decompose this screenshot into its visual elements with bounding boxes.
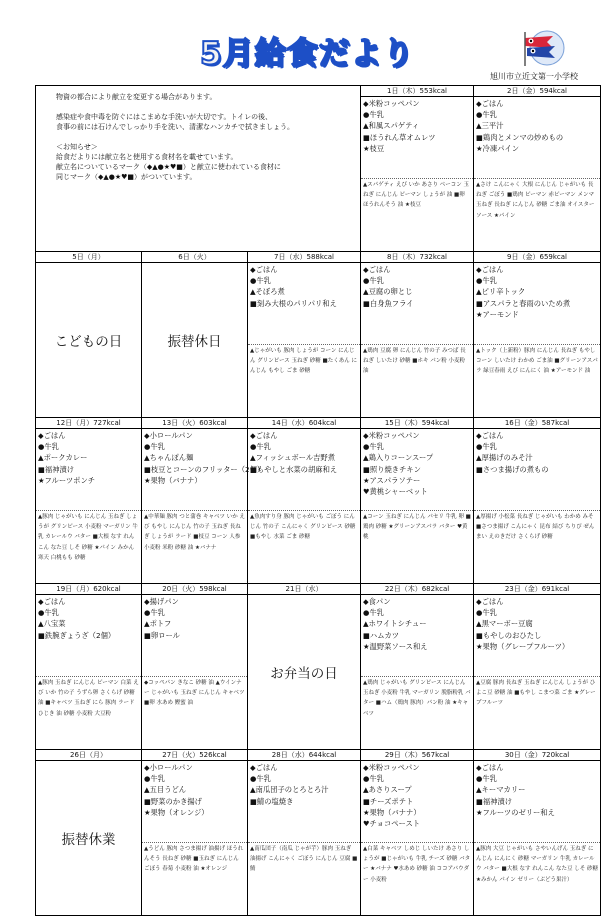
menu-item: ▲鶏入りコーンスープ <box>363 453 434 463</box>
menu-item: ◆ごはん <box>250 431 278 440</box>
menu-item: ●牛乳 <box>476 276 497 286</box>
menu-item: ♥チョコペースト <box>363 819 421 829</box>
menu-item: ★果物（バナナ） <box>144 475 202 485</box>
menu-item: ◆ごはん <box>476 763 504 772</box>
menu-item: ●牛乳 <box>144 442 165 452</box>
menu-item: ♥黄桃シャーベット <box>363 487 428 497</box>
ingredient-list: ▲魚肉すり身 豚肉 じゃがいも ごぼう にんじん 竹の子 こんにゃく グリンピース 砂糖 ■もやし 水菜 ごま 砂糖 <box>250 514 356 541</box>
holiday-label: こどもの日 <box>54 334 123 350</box>
menu-item: ◆ごはん <box>476 265 504 274</box>
day-cell <box>474 418 601 584</box>
day-header: 9日（金）659kcal <box>474 252 600 263</box>
day-cell <box>474 750 601 916</box>
ingredient-list: ▲じゃがいも 豚肉 しょうが コーン にんじん グリンピース 玉ねぎ 砂糖 ■たくあん にんじん もやし ごま 砂糖 <box>250 348 357 375</box>
menu-list <box>361 97 473 179</box>
menu-list <box>142 595 247 677</box>
day-header: 28日（水）644kcal <box>248 750 360 761</box>
holiday-label: お弁当の日 <box>270 666 338 682</box>
menu-item: ◆米粉コッペパン <box>363 99 420 108</box>
ingredient-list: ▲豚肉 大豆 じゃがいも さやいんげん 玉ねぎ にんじん にんにく 砂糖 マーガリン 牛乳 カレールウ バター ■大根 なす れんこん なた豆 しそ 砂糖 ★みかん パイン ゼリー（ぶどう果汁） <box>476 846 598 883</box>
day-header: 29日（木）567kcal <box>361 750 473 761</box>
notice-line <box>56 102 354 112</box>
menu-item: ◆ごはん <box>476 431 504 440</box>
day-cell <box>474 584 601 750</box>
menu-item: ▲八宝菜 <box>38 619 66 629</box>
menu-item: ▲ポトフ <box>144 619 172 629</box>
day-header: 14日（水）604kcal <box>248 418 360 429</box>
menu-item: ●牛乳 <box>38 608 59 618</box>
menu-item: ▲三平汁 <box>476 121 504 131</box>
notice-line: 物資の都合により献立を変更する場合があります。 <box>56 93 217 101</box>
menu-item: ■さつま揚げの煮もの <box>476 464 549 474</box>
menu-item: ◆ごはん <box>250 763 278 772</box>
menu-item: ◆ごはん <box>38 597 66 606</box>
ingredient-list: ▲コーン 玉ねぎ にんじん パセリ 牛乳 卵 ■鶏肉 砂糖 ★グリーンアスパラ バター ♥黄桃 <box>363 514 471 541</box>
ingredient-list: ▲さけ こんにゃく 大根 にんじん じゃがいも 長ねぎ ごぼう ■鶏肉 ピーマン 赤ピーマン メンマ 玉ねぎ 長ねぎ にんじん 砂糖 ごま油 オイスターソース ★パイン <box>476 182 595 219</box>
menu-item: ◆ごはん <box>38 431 66 440</box>
menu-list <box>36 429 141 511</box>
ingredient-list: ▲豚肉 玉ねぎ にんじん ピーマン 白菜 えび いか 竹の子 うずら卵 さくらげ 砂糖 油 ■キャベツ 玉ねぎ にら 豚肉 ラード ひじき 油 砂糖 小麦粉 大豆粉 <box>38 680 139 717</box>
notice-line: 献立名についているマーク（◆▲●★♥■）と献立に使われている食材に <box>56 163 281 171</box>
menu-item: ●牛乳 <box>476 608 497 618</box>
menu-item: ●牛乳 <box>363 608 384 618</box>
notice-line: 食事の前には石けんでしっかり手を洗い、清潔なハンカチで拭きましょう。 <box>56 123 294 131</box>
day-header: 2日（金）594kcal <box>474 86 600 97</box>
menu-item: ■鉄腕ぎょうざ（2個） <box>38 630 116 640</box>
day-cell <box>36 252 142 418</box>
menu-list <box>248 429 360 511</box>
menu-item: ▲キーマカリー <box>476 785 526 795</box>
ingredient-list: ▲鶏肉 じゃがいも グリンピース にんじん 玉ねぎ 小麦粉 牛乳 マーガリン 脱脂粉乳 バター ■ハム（鶏肉 豚肉）パン粉 油 ★キャベツ <box>363 680 471 717</box>
menu-item: ◆食パン <box>363 597 391 606</box>
menu-list <box>361 429 473 511</box>
day-cell <box>142 252 248 418</box>
menu-list <box>474 263 600 345</box>
menu-item: ■白身魚フライ <box>363 298 414 308</box>
day-header: 13日（火）603kcal <box>142 418 247 429</box>
menu-item: ★果物（グレープフルーツ） <box>476 641 570 651</box>
menu-item: ■福神漬け <box>38 464 75 474</box>
menu-item: ◆小ロールパン <box>144 431 193 440</box>
menu-item: ★冷凍パイン <box>476 143 520 153</box>
menu-item: ★枝豆 <box>363 143 385 153</box>
menu-item: ■照り焼きチキン <box>363 464 421 474</box>
day-cell <box>361 252 474 418</box>
menu-list <box>36 595 141 677</box>
menu-item: ▲黒マーボー豆腐 <box>476 619 533 629</box>
menu-item: ▲五目うどん <box>144 785 187 795</box>
menu-list <box>474 761 600 843</box>
menu-list <box>248 263 360 345</box>
notice-line: ＜お知らせ＞ <box>56 143 98 151</box>
day-header: 12日（月）727kcal <box>36 418 141 429</box>
notice-line <box>56 132 354 142</box>
menu-item: ▲そぼろ煮 <box>250 287 285 297</box>
menu-item: ◆ごはん <box>476 99 504 108</box>
menu-item: ■チーズポテト <box>363 796 414 806</box>
menu-item: ■ハムカツ <box>363 630 400 640</box>
menu-item: ●牛乳 <box>144 774 165 784</box>
menu-item: ★果物（バナナ） <box>363 807 421 817</box>
menu-item: ●牛乳 <box>250 774 271 784</box>
menu-item: ■野菜のかき揚げ <box>144 796 202 806</box>
ingredient-list: ▲スパゲティ えび いか あさり ベーコン 玉ねぎ にんじん ピーマン しょうが 油 ■卵 ほうれんそう 油 ★枝豆 <box>363 182 470 209</box>
school-name: 旭川市立近文第一小学校 <box>490 72 578 81</box>
holiday-label: 振替休日 <box>167 334 222 350</box>
day-cell <box>248 750 361 916</box>
menu-item: ★アーモンド <box>476 309 519 319</box>
menu-item: ★果物（オレンジ） <box>144 807 209 817</box>
day-cell <box>36 418 142 584</box>
day-header: 23日（金）691kcal <box>474 584 600 595</box>
holiday-label: 振替休業 <box>61 832 116 848</box>
menu-item: ▲ホワイトシチュー <box>363 619 427 629</box>
menu-item: ■もやしと水菜の胡麻和え <box>250 464 338 474</box>
ingredient-list: ▲厚揚げ 小松菜 長ねぎ じゃがいも わかめ みそ ■さつま揚げ こんにゃく 昆布 結び ちりぴ ぜんまい えのきだけ さくらげ 砂糖 <box>476 514 595 541</box>
menu-item: ■アスパラと春雨のいため煮 <box>476 298 571 308</box>
menu-item: ●牛乳 <box>476 110 497 120</box>
day-header: 1日（木）553kcal <box>361 86 473 97</box>
menu-item: ◆米粉コッペパン <box>363 431 420 440</box>
menu-item: ●牛乳 <box>250 442 271 452</box>
menu-item: ■卵ロール <box>144 630 180 640</box>
menu-item: ★フルーツポンチ <box>38 475 96 485</box>
menu-item: ●牛乳 <box>363 110 384 120</box>
menu-item: ●牛乳 <box>363 442 384 452</box>
menu-item: ▲フィッシュボール吉野煮 <box>250 453 336 463</box>
day-cell <box>361 750 474 916</box>
notice-line: 同じマーク（◆▲●★♥■）がついています。 <box>56 173 197 181</box>
ingredient-list: ▲豚肉 じゃがいも にんじん 玉ねぎ しょうが グリンピース 小麦粉 マーガリン 牛乳 カレールウ バター ■大根 なす れんこん なた豆 しそ 砂糖 ★パイン みかん 寒天 白桃もも 砂糖 <box>38 514 138 561</box>
day-header: 8日（木）732kcal <box>361 252 473 263</box>
day-header: 20日（火）598kcal <box>142 584 247 595</box>
ingredient-list: ◆コッペパン きなこ 砂糖 油 ▲ウインナー じゃがいも 玉ねぎ にんじん キャベツ ■卵 水あめ 鰹蜜 油 <box>144 680 245 707</box>
menu-list <box>361 761 473 843</box>
menu-item: ■枝豆とコーンのフリッター（2個） <box>144 464 265 474</box>
menu-item: ▲あさりスープ <box>363 785 412 795</box>
day-header: 27日（火）526kcal <box>142 750 247 761</box>
notice-line: 給食だよりには献立名と使用する食材名を載せています。 <box>56 153 238 161</box>
menu-item: ◆ごはん <box>363 265 391 274</box>
page-title: 5月給食だより <box>200 36 415 72</box>
menu-item: ▲豆腐の卵とじ <box>363 287 413 297</box>
day-header: 15日（木）594kcal <box>361 418 473 429</box>
menu-item: ▲ポークカレー <box>38 453 88 463</box>
day-cell <box>474 252 601 418</box>
day-header: 30日（金）720kcal <box>474 750 600 761</box>
ingredient-list: ▲中華麺 豚肉 つと蒲巻 キャベツ いか えび もやし にんじん 竹の子 玉ねぎ 長ねぎ しょうが ラード ■枝豆 コーン 人参 小麦粉 米粉 砂糖 油 ★バナナ <box>144 514 245 551</box>
menu-item: ●牛乳 <box>476 442 497 452</box>
day-header: 7日（水）588kcal <box>248 252 360 263</box>
menu-item: ★フルーツのゼリー和え <box>476 807 555 817</box>
ingredient-list: ▲豆腐 豚肉 長ねぎ 玉ねぎ にんじん しょうが ひよこ豆 砂糖 油 ■もやし こまつ菜 ごま ★グレープフルーツ <box>476 680 596 707</box>
day-cell <box>248 418 361 584</box>
menu-item: ■鯖の塩焼き <box>250 796 294 806</box>
day-header: 26日（月） <box>36 750 141 761</box>
menu-item: ▲南瓜団子のとろとろ汁 <box>250 785 329 795</box>
menu-item: ■鶏肉とメンマの炒めもの <box>476 132 564 142</box>
day-cell <box>248 252 361 418</box>
menu-item: ■もやしのおひたし <box>476 630 542 640</box>
day-cell <box>248 584 361 750</box>
menu-item: ●牛乳 <box>38 442 59 452</box>
menu-list <box>248 761 360 843</box>
day-cell <box>361 86 474 252</box>
menu-item: ◆米粉コッペパン <box>363 763 420 772</box>
menu-item: ★アスパラソテー <box>363 475 421 485</box>
ingredient-list: ▲鶏肉 豆腐 卵 にんじん 竹の子 みつば 長ねぎ しいたけ 砂糖 ■ホキ パン粉 小麦粉 油 <box>363 348 466 375</box>
menu-item: ◆ごはん <box>476 597 504 606</box>
menu-item: ●牛乳 <box>144 608 165 618</box>
ingredient-list: ▲白菜 キャベツ しめじ しいたけ あさり しょうが ■じゃがいも 牛乳 チーズ 砂糖 バター ★バナナ ♥水あめ 砂糖 油 ココアパウダー 小麦粉 <box>363 846 471 883</box>
ingredient-list: ▲南瓜団子（南瓜 じゃが芋）豚肉 玉ねぎ 油揚げ こんにゃく ごぼう にんじん 豆腐 ■鯖 <box>250 846 358 873</box>
menu-item: ■福神漬け <box>476 796 513 806</box>
day-header: 6日（火） <box>142 252 247 263</box>
day-cell <box>474 86 601 252</box>
day-cell <box>142 584 248 750</box>
menu-calendar <box>35 85 601 916</box>
notice-text <box>36 86 360 182</box>
menu-list <box>361 595 473 677</box>
day-header: 5日（月） <box>36 252 141 263</box>
menu-item: ◆小ロールパン <box>144 763 193 772</box>
ingredient-list: ▲うどん 豚肉 さつま揚げ 油揚げ ほうれんそう 長ねぎ 砂糖 ■玉ねぎ にんじん ごぼう 春菊 小麦粉 油 ★オレンジ <box>144 846 244 873</box>
day-header: 21日（水） <box>248 584 360 595</box>
menu-item: ■ほうれん草オムレツ <box>363 132 436 142</box>
day-header: 19日（月）620kcal <box>36 584 141 595</box>
menu-list <box>474 97 600 179</box>
menu-item: ▲ピリ辛トック <box>476 287 526 297</box>
menu-item: ●牛乳 <box>476 774 497 784</box>
menu-list <box>474 429 600 511</box>
menu-list <box>142 761 247 843</box>
school-emblem <box>523 28 565 68</box>
notice-line: 感染症や食中毒を防ぐにはこまめな手洗いが大切です。トイレの後、 <box>56 113 273 121</box>
menu-list <box>474 595 600 677</box>
day-cell <box>36 584 142 750</box>
menu-item: ●牛乳 <box>250 276 271 286</box>
menu-item: ◆ごはん <box>250 265 278 274</box>
menu-item: ◆揚げパン <box>144 597 179 606</box>
menu-item: ■刻み大根のパリパリ和え <box>250 298 337 308</box>
menu-item: ▲厚揚げのみそ汁 <box>476 453 533 463</box>
menu-item: ●牛乳 <box>363 774 384 784</box>
menu-item: ★温野菜ソース和え <box>363 641 428 651</box>
day-cell <box>361 418 474 584</box>
notice-box <box>36 86 361 252</box>
day-header: 22日（木）682kcal <box>361 584 473 595</box>
menu-item: ▲和風スパゲティ <box>363 121 420 131</box>
day-cell <box>36 750 142 916</box>
ingredient-list: ▲トック（上新粉）豚肉 にんじん 長ねぎ もやし コーン しいたけ わかめ ごま油 ■グリーンアスパラ 緑豆春雨 えび にんにく 油 ★アーモンド 油 <box>476 348 598 375</box>
day-header: 16日（金）587kcal <box>474 418 600 429</box>
menu-list <box>361 263 473 345</box>
menu-item: ▲ちゃんぽん麺 <box>144 453 194 463</box>
day-cell <box>361 584 474 750</box>
day-cell <box>142 750 248 916</box>
menu-item: ●牛乳 <box>363 276 384 286</box>
